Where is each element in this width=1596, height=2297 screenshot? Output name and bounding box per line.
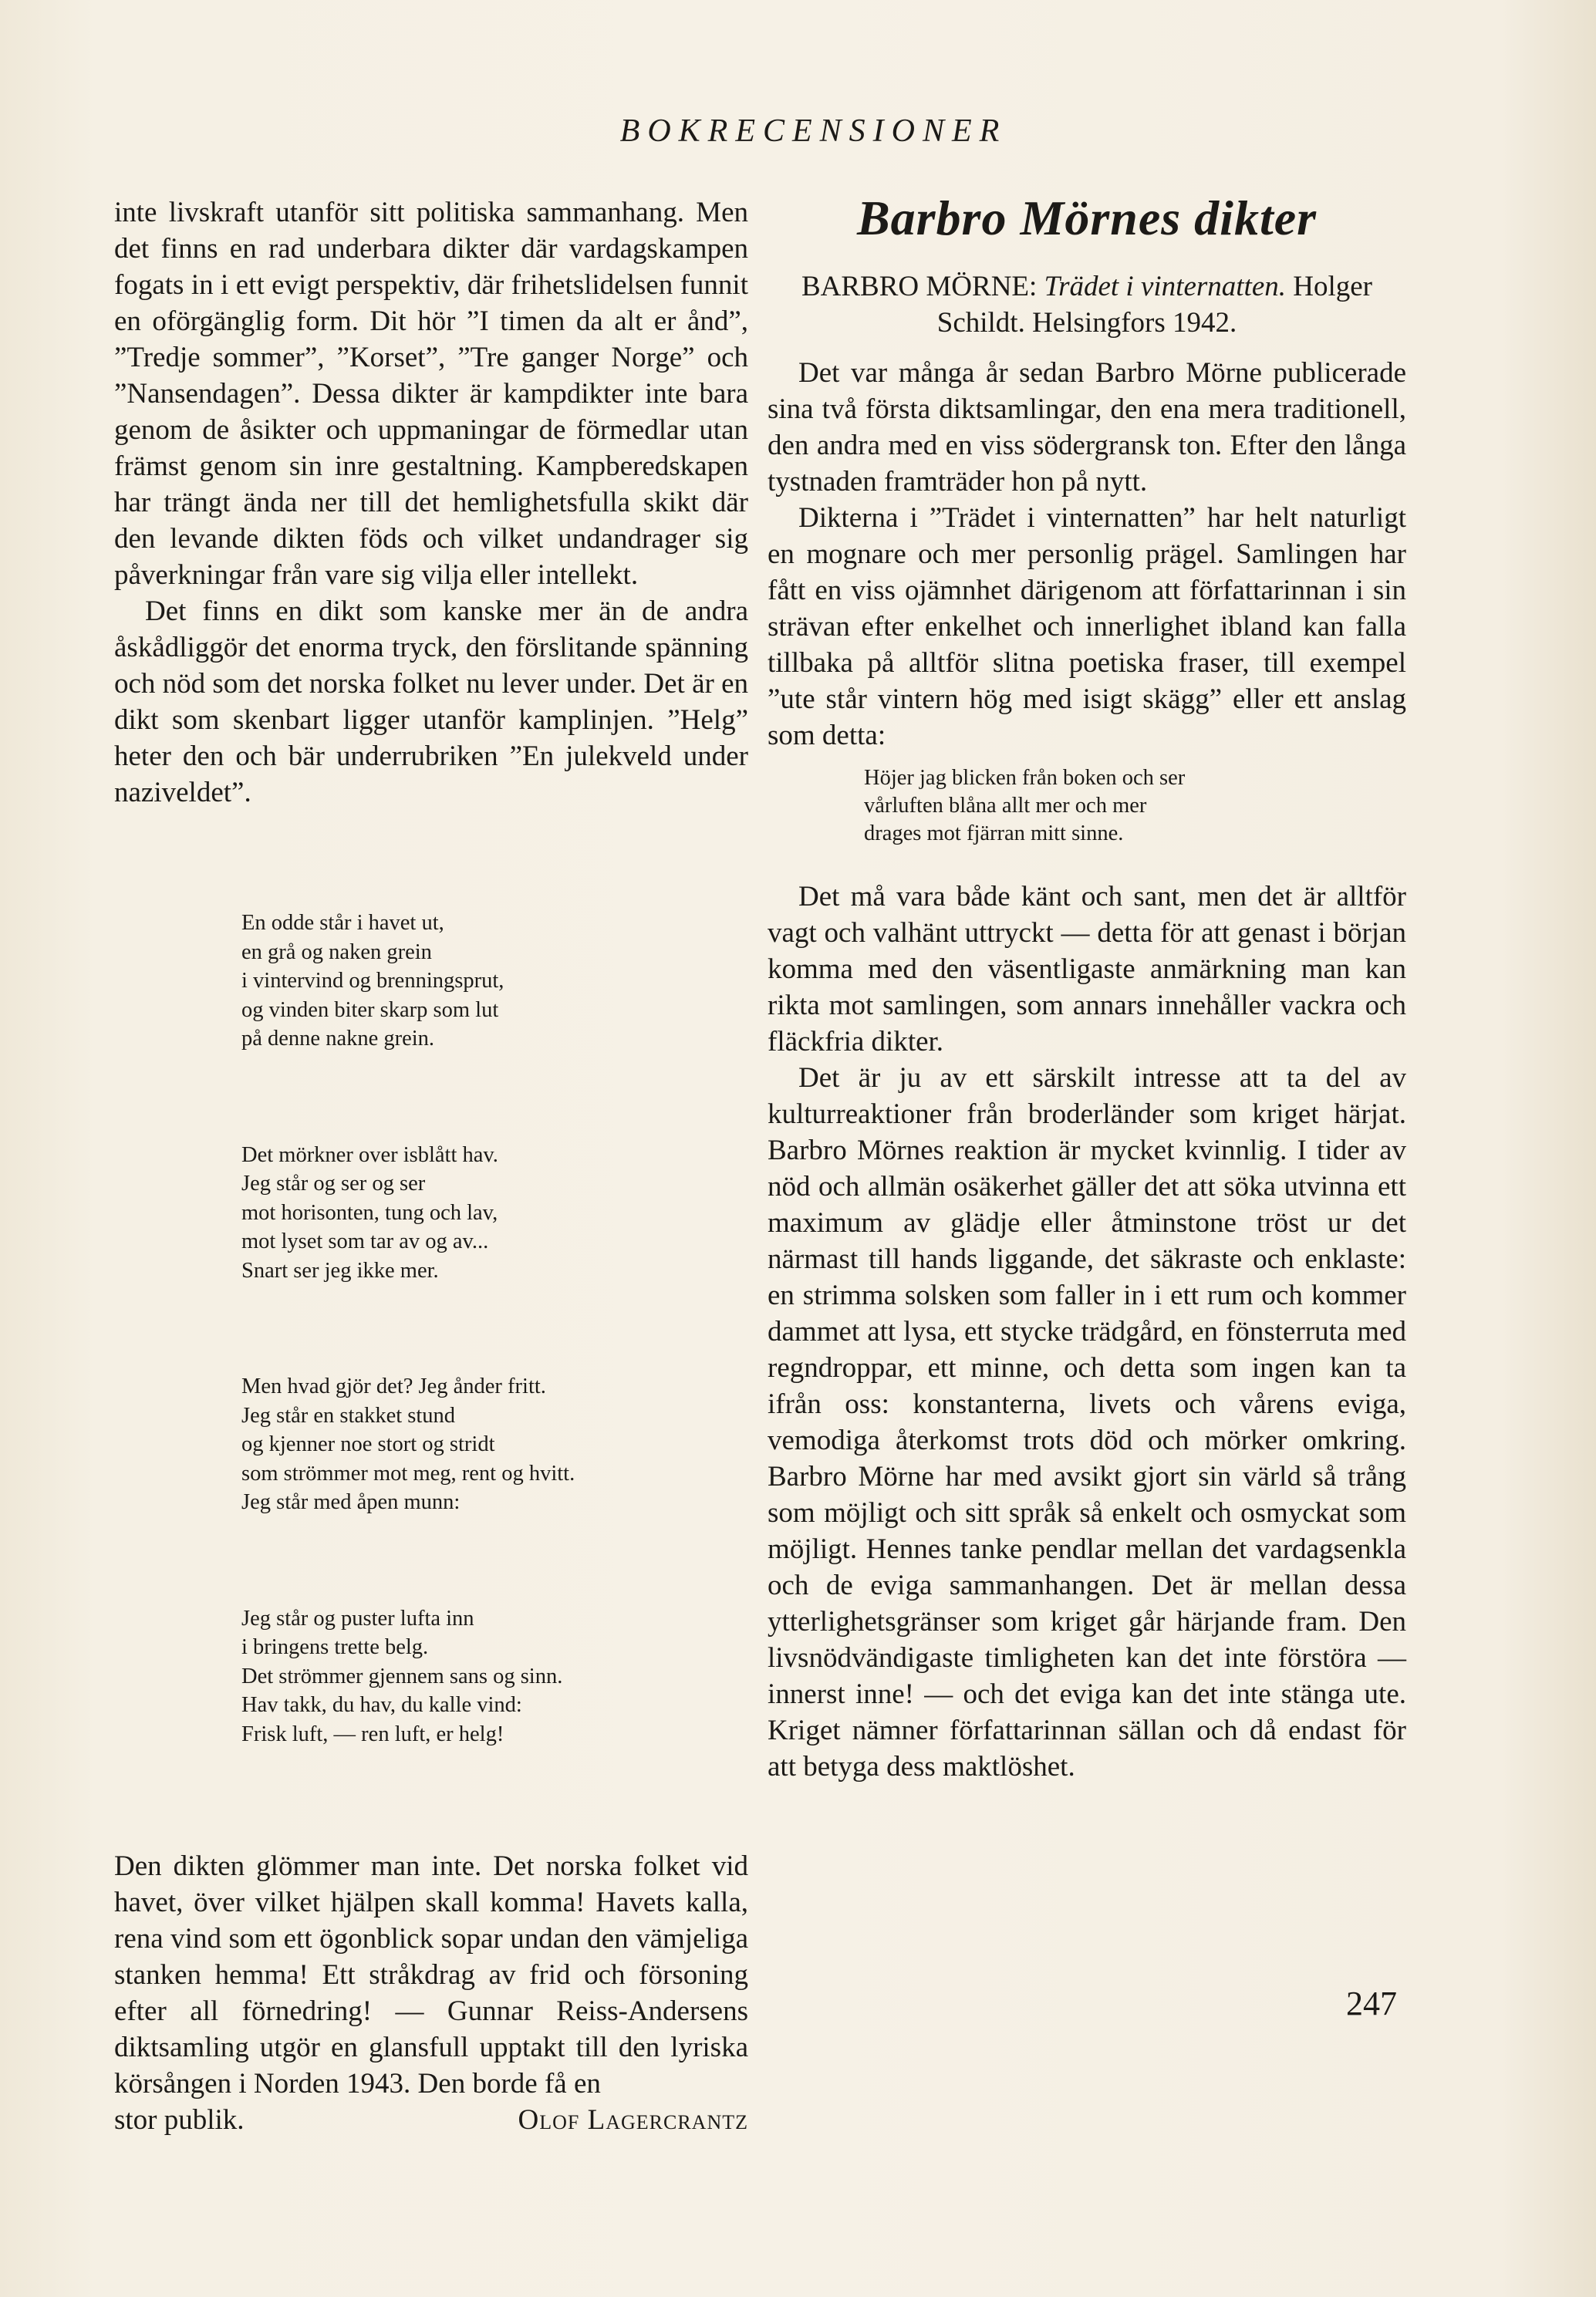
poem-stanza-1: En odde står i havet ut, en grå og naken grein i vintervind og brenningsprut, og vinden biter skarp som lut på denne nakne grein.: [241, 911, 504, 1051]
right-paragraph-2: Dikterna i ”Trädet i vinternatten” har helt naturligt en mognare och mer personlig prägel. Samlingen har fått en viss ojämnhet därigenom att författarinnan i sin strävan efter enkelhet och innerlighet ibland kan falla tillbaka på alltför slitna poetiska fraser, till exempel ”ute står vintern hög med isigt skägg” eller ett anslag som detta:: [768, 502, 1406, 751]
book-author: BARBRO MÖRNE:: [801, 271, 1038, 302]
left-paragraph-1: inte livskraft utanför sitt politiska sammanhang. Men det finns en rad underbara dikter där vardagskampen fogats in i ett evigt perspektiv, där frihetslidelsen funnit en oförgänglig form. Dit hör ”I timen da alt er ånd”, ”Tredje sommer”, ”Korset”, ”Tre ganger Norge” och ”Nansendagen”. Dessa dikter är kampdikter inte bara genom de åsikter och uppmaningar de förmedlar utan främst genom sin inre gestaltning. Kampberedskapen har trängt ända ner till det hemlighetsfulla skikt där den levande dikten föds och vilket undandrager sig påverkningar från vare sig vilja eller intellekt.: [114, 197, 748, 591]
quoted-verse: Höjer jag blicken från boken och ser vårluften blåna allt mer och mer drages mot fjärran mitt sinne.: [864, 766, 1186, 845]
signature-line: [114, 2102, 748, 2138]
poem-stanza-3: Men hvad gjör det? Jeg ånder fritt. Jeg står en stakket stund og kjenner noe stort og stridt som strömmer mot meg, rent og hvitt. Jeg står med åpen munn:: [241, 1374, 575, 1514]
running-head: BOKRECENSIONER: [619, 113, 1007, 149]
book-publisher: Holger Schildt. Helsingfors 1942.: [936, 271, 1372, 339]
left-paragraph-2: Det finns en dikt som kanske mer än de andra åskådliggör det enorma tryck, den förslitande spänning och nöd som det norska folket nu lever under. Det är en dikt som skenbart ligger utanför kamplinjen. ”Helg” heter den och bär underrubriken ”En julekveld under naziveldet”.: [114, 595, 748, 808]
right-column: [768, 191, 1406, 1785]
book-reference: [768, 268, 1406, 341]
left-prose-top: [114, 194, 748, 811]
left-paragraph-3: Den dikten glömmer man inte. Det norska folket vid havet, över vilket hjälpen skall komma! Havets kalla, rena vind som ett ögonblick sopar undan den vämjeliga stanken hemma! Ett stråkdrag av frid och försoning efter all förnedring! — Gunnar Reiss-Andersens diktsamling utgör en glansfull upptakt till den lyriska körsången i Norden 1943. Den borde få en: [114, 1850, 748, 2100]
book-title: Trädet i vinternatten.: [1044, 271, 1286, 302]
left-paragraph-3-end: stor publik.: [114, 2104, 245, 2136]
reviewer-signature: Olof Lagercrantz: [518, 2104, 748, 2136]
right-paragraph-1: Det var många år sedan Barbro Mörne publicerade sina två första diktsamlingar, den ena mera traditionell, den andra med en viss södergransk ton. Efter den långa tystnaden framträder hon på nytt.: [768, 357, 1406, 498]
right-paragraph-3: Det må vara både känt och sant, men det är alltför vagt och valhänt uttryckt — detta för att genast i början komma med den väsentligaste anmärkning man kan rikta mot samlingen, som annars innehåller vackra och fläckfria dikter.: [768, 881, 1406, 1057]
right-prose-top: [768, 355, 1406, 754]
left-prose-bottom: [114, 1848, 748, 2138]
poem-stanza-2: Det mörkner over isblått hav. Jeg står og ser og ser mot horisonten, tung och lav, mot lyset som tar av og av... Snart ser jeg ikke mer.: [241, 1142, 498, 1283]
right-prose-bottom: [768, 879, 1406, 1785]
right-paragraph-4: Det är ju av ett särskilt intresse att ta del av kulturreaktioner från broderländer som kriget härjat. Barbro Mörnes reaktion är mycket kvinnlig. I tider av nöd och allmän osäkerhet gäller det att söka utvinna ett maximum av glädje eller åtminstone tröst ur det närmast till hands liggande, det säkraste och enklaste: en strimma solsken som faller in i ett rum och kommer dammet att lysa, ett stycke trädgård, en fönsterruta med regndroppar, ett minne, och detta som ingen kan ta ifrån oss: konstanterna, livets och vårens eviga, vemodiga återkomst trots död och mörker omkring. Barbro Mörne har med avsikt gjort sin värld så trång som möjligt och sitt språk så enkelt och osmyckat som möjligt. Hennes tanke pendlar mellan det vardagsenkla och de eviga sammanhangen. Det är mellan dessa ytterlighetsgränser som kriget går härjande fram. Den livsnödvändigaste timligheten kan det inte förstöra — innerst inne! — och det eviga kan det inte stänga ute. Kriget nämner författarinnan sällan och då endast för att betyga dess maktlöshet.: [768, 1062, 1406, 1783]
article-title: Barbro Mörnes dikter: [856, 191, 1318, 245]
poem-stanza-4: Jeg står og puster lufta inn i bringens trette belg. Det strömmer gjennem sans og sinn. Hav takk, du hav, du kalle vind: Frisk luft, — ren luft, er helg!: [241, 1606, 563, 1746]
left-column: [114, 194, 748, 2138]
poem-helg: [241, 851, 748, 1806]
page-number: 247: [1346, 1985, 1397, 2022]
